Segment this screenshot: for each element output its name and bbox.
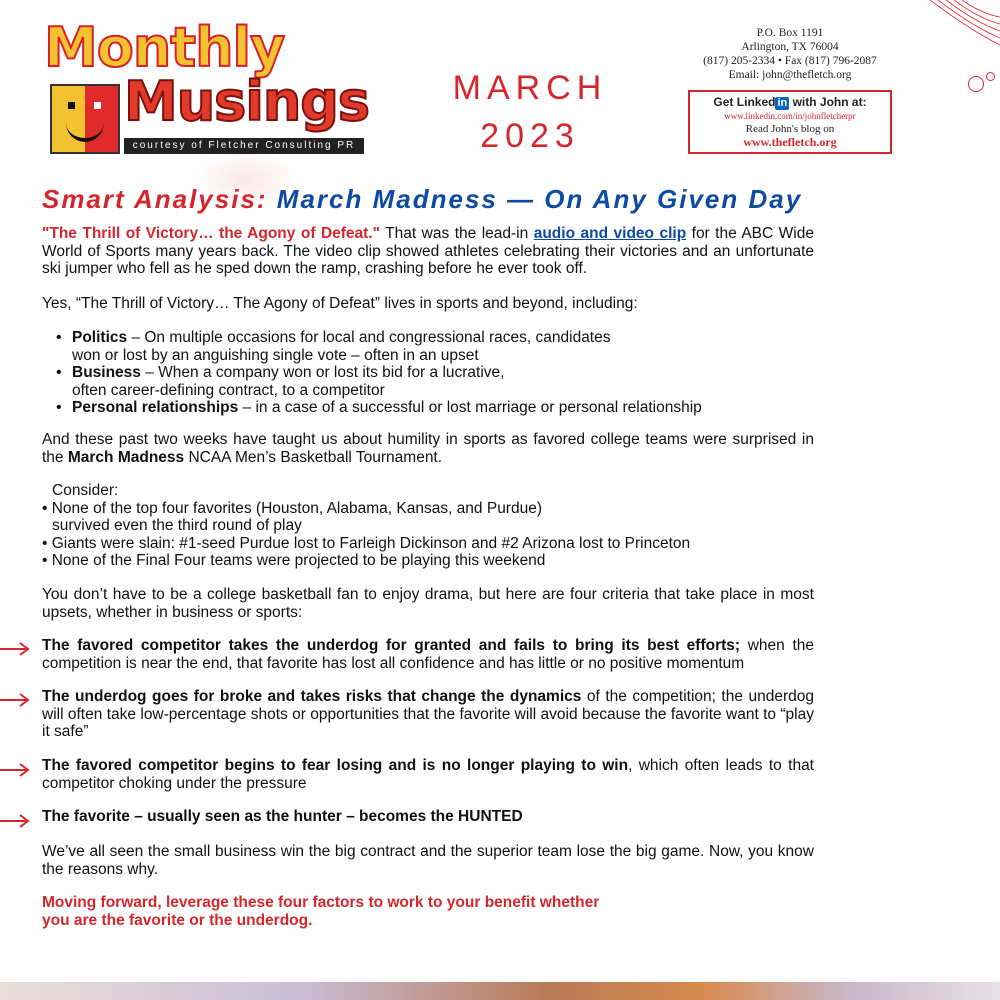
blog-line: Read John's blog on — [745, 123, 835, 135]
bullet-text: – When a company won or lost its bid for a lucrative, — [140, 364, 505, 381]
criterion-text: , which often leads to that competitor choking under the pressure — [42, 757, 814, 792]
newsletter-logo — [40, 18, 370, 156]
arrow-right-icon — [0, 762, 32, 778]
linked-label: Linked — [736, 95, 776, 109]
get-label: Get — [713, 95, 734, 109]
contact-info — [680, 26, 900, 82]
paragraph-4: You don’t have to be a college basketball fan to enjoy drama, but here are four criteria that take place in most upsets, whether in business or sports: — [42, 586, 814, 621]
email[interactable]: Email: john@thefletch.org — [728, 69, 852, 81]
closing-statement — [42, 894, 814, 929]
article-headline — [42, 182, 862, 216]
headline-main: March Madness — On Any Given Day — [276, 184, 803, 214]
decorative-dot — [986, 72, 995, 81]
criterion-2 — [42, 688, 814, 741]
linkedin-icon: in — [777, 97, 788, 109]
criterion-1 — [42, 637, 814, 672]
blog-url[interactable]: www.thefletch.org — [743, 135, 837, 149]
list-item — [72, 329, 812, 364]
criterion-bold: The underdog goes for broke and takes risks that change the dynamics — [42, 688, 582, 705]
phone-fax: (817) 205-2334 • Fax (817) 796-2087 — [703, 55, 877, 67]
criterion-bold: The favored competitor takes the underdog for granted and fails to bring its best efforts; — [42, 637, 741, 654]
bullet-text: – On multiple occasions for local and congressional races, candidates — [127, 329, 611, 346]
consider-item-3: • None of the Final Four teams were projected to be playing this weekend — [42, 552, 546, 569]
logo-musings: Musings — [124, 70, 370, 133]
linkedin-line — [690, 96, 890, 110]
consider-list — [42, 482, 802, 570]
consider-item-1: • None of the top four favorites (Houston, Alabama, Kansas, and Purdue) — [42, 499, 542, 517]
criterion-text: of the competition; the underdog will often take low-percentage shots or opportunities that the favorite will avoid because the favorite want to “play it safe” — [42, 688, 814, 740]
criterion-text: when the competition is near the end, that favorite has lost all confidence and has little or no positive momentum — [42, 637, 814, 672]
criterion-3 — [42, 757, 814, 792]
paragraph-5: We’ve all seen the small business win the big contract and the superior team lose the big game. Now, you know the reasons why. — [42, 843, 814, 878]
decorative-circle — [968, 76, 984, 92]
headline-prefix: Smart Analysis: — [42, 184, 268, 214]
with-john-label: with John at: — [792, 95, 867, 109]
closing-line-2: you are the favorite or the underdog. — [42, 911, 313, 929]
criterion-bold: The favored competitor begins to fear losing and is no longer playing to win — [42, 757, 629, 774]
linkedin-url[interactable]: www.linkedin.com/in/johnfletcherpr — [724, 111, 856, 121]
bullet-term: Business — [72, 364, 141, 381]
logo-monthly: Monthly — [44, 16, 285, 79]
city: Arlington, TX 76004 — [741, 41, 839, 53]
po-box: P.O. Box 1191 — [756, 27, 824, 39]
closing-line-1: Moving forward, leverage these four factors to work to your benefit whether — [42, 894, 600, 911]
p1-text-b: for the ABC Wide World of Sports many years back. The video clip showed athletes celebrating their victories and an unfortunate ski jumper who fell as he sped down the ramp, crashing before he ever took off. — [42, 225, 814, 277]
quote-text: "The Thrill of Victory… the Agony of Defeat." — [42, 225, 380, 242]
linkedin-box — [688, 90, 892, 154]
bullet-term: Personal relationships — [72, 399, 239, 416]
list-item — [72, 364, 812, 399]
arrow-right-icon — [0, 641, 32, 657]
list-item — [72, 399, 812, 417]
issue-date — [420, 64, 640, 160]
consider-title: Consider: — [52, 482, 119, 499]
bullet-text: – in a case of a successful or lost marriage or personal relationship — [238, 399, 702, 416]
march-madness-bold: March Madness — [67, 448, 185, 466]
bullet-text-cont: often career-defining contract, to a competitor — [72, 381, 385, 399]
decorative-swoosh — [920, 0, 1000, 100]
arrow-right-icon — [0, 692, 32, 708]
logo-credit: courtesy of Fletcher Consulting PR — [124, 138, 364, 154]
p1-text-a: That was the lead-in — [380, 225, 534, 242]
p3-text-c: NCAA Men’s Basketball Tournament. — [184, 448, 443, 466]
paragraph-3 — [42, 431, 814, 466]
criterion-bold: The favorite – usually seen as the hunter – becomes the HUNTED — [42, 808, 523, 825]
audio-video-link[interactable]: audio and video clip — [533, 225, 687, 242]
consider-item-2: • Giants were slain: #1-seed Purdue lost to Farleigh Dickinson and #2 Arizona lost to Princeton — [42, 534, 691, 552]
bullet-text-cont: won or lost by an anguishing single vote – often in an upset — [72, 346, 479, 364]
bullet-list — [72, 329, 812, 417]
paragraph-2: Yes, “The Thrill of Victory… The Agony of Defeat” lives in sports and beyond, including: — [42, 295, 638, 312]
smiley-face-icon — [50, 84, 120, 154]
issue-year: 2023 — [480, 117, 580, 155]
basketball-photo-strip — [0, 982, 1000, 1000]
issue-month: MARCH — [452, 69, 608, 107]
p3-text-a: And these past two weeks have taught us about humility in sports as favored college teams were surprised in the — [42, 431, 814, 466]
bullet-term: Politics — [72, 329, 128, 346]
criterion-4 — [42, 808, 814, 826]
arrow-right-icon — [0, 813, 32, 829]
paragraph-1 — [42, 225, 814, 278]
consider-item-1-cont: survived even the third round of play — [52, 517, 302, 534]
